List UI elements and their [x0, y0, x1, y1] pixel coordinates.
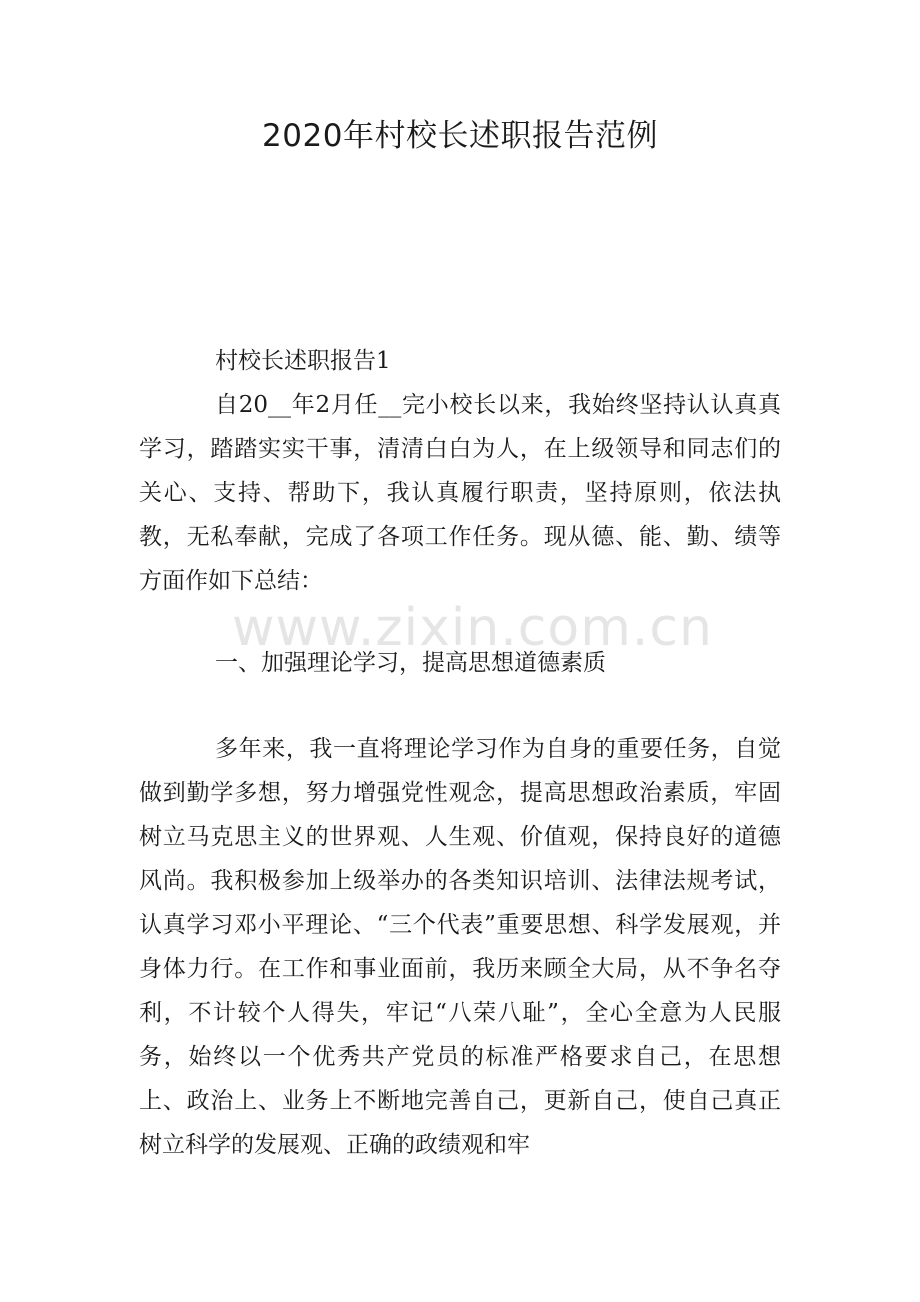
watermark: www.zixin.com.cn	[232, 598, 713, 658]
document-title: 2020年村校长述职报告范例	[262, 118, 658, 154]
paragraph-intro: 自20__年2月任__完小校长以来，我始终坚持认认真真学习，踏踏实实干事，清清白白为人，在上级领导和同志们的关心、支持、帮助下，我认真履行职责，坚持原则，依法执教，无私奉献，完成了各项工作任务。现从德、能、勤、绩等方面作如下总结：	[139, 392, 781, 594]
section-heading: 一、加强理论学习，提高思想道德素质	[215, 650, 606, 676]
paragraph-theory-study: 多年来，我一直将理论学习作为自身的重要任务，自觉做到勤学多想，努力增强党性观念，提高思想政治素质，牢固树立马克思主义的世界观、人生观、价值观，保持良好的道德风尚。我积极参加上级举办的各类知识培训、法律法规考试，认真学习邓小平理论、“三个代表”重要思想、科学发展观，并身体力行。在工作和事业面前，我历来顾全大局，从不争名夺利，不计较个人得失，牢记“八荣八耻”，全心全意为人民服务，始终以一个优秀共产党员的标准严格要求自己，在思想上、政治上、业务上不断地完善自己，更新自己，使自己真正树立科学的发展观、正确的政绩观和牢	[139, 736, 781, 1158]
report-sub-heading: 村校长述职报告1	[215, 348, 391, 374]
